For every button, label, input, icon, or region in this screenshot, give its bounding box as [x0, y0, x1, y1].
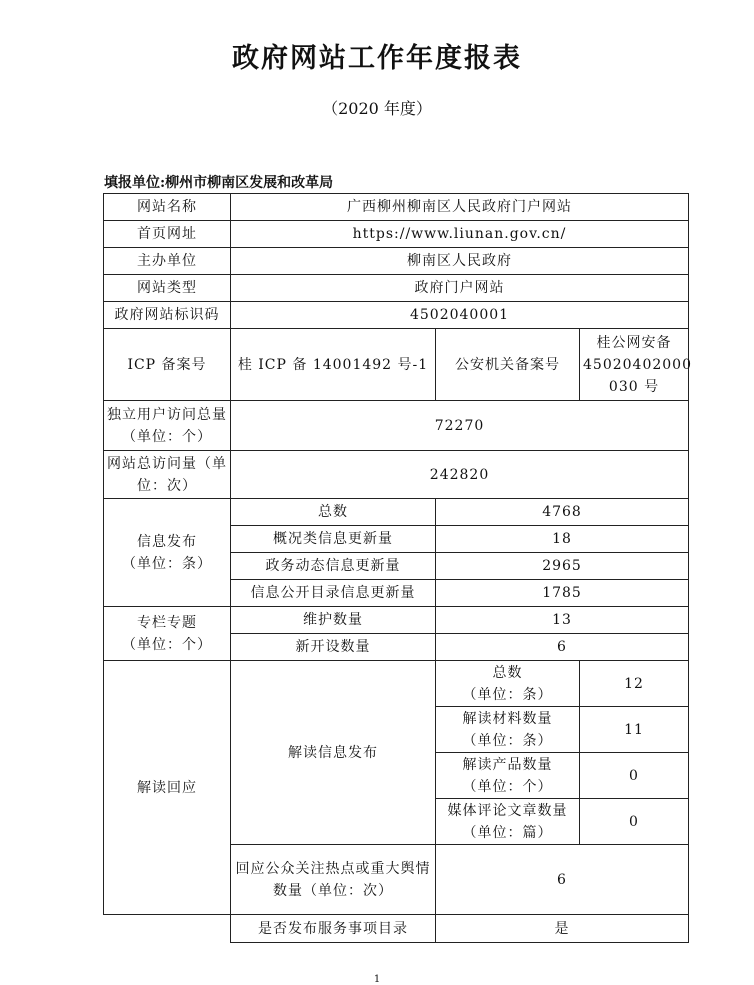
- catalog-update-value: 1785: [436, 580, 689, 607]
- columns-label: 专栏专题 （单位：个）: [104, 607, 231, 661]
- columns-maintained-value: 13: [436, 607, 689, 634]
- homepage-url[interactable]: https://www.liunan.gov.cn/: [231, 221, 689, 248]
- table-row: [104, 401, 689, 451]
- interp-material-label: 解读材料数量 （单位：条）: [436, 707, 580, 753]
- news-update-value: 2965: [436, 553, 689, 580]
- site-name-label: 网站名称: [104, 194, 231, 221]
- reporting-unit: 填报单位:柳州市柳南区发展和改革局: [104, 175, 334, 191]
- news-update-label: 政务动态信息更新量: [231, 553, 436, 580]
- columns-new-label: 新开设数量: [231, 634, 436, 661]
- hotspot-response-label: 回应公众关注热点或重大舆情数量（单位：次）: [231, 845, 436, 915]
- table-row: [104, 607, 689, 634]
- table-row: [104, 451, 689, 499]
- table-row: [104, 275, 689, 302]
- info-total-label: 总数: [231, 499, 436, 526]
- site-type-value: 政府门户网站: [231, 275, 689, 302]
- page-number: 1: [373, 974, 381, 985]
- icp-value: 桂 ICP 备 14001492 号-1: [231, 329, 436, 401]
- service-catalog-label: 是否发布服务事项目录: [231, 915, 436, 943]
- report-year: （2020 年度）: [322, 99, 432, 118]
- table-row: [104, 661, 689, 707]
- sponsor-value: 柳南区人民政府: [231, 248, 689, 275]
- interpretation-label: 解读回应: [104, 661, 231, 915]
- table-row: [104, 302, 689, 329]
- icp-label: ICP 备案号: [104, 329, 231, 401]
- site-name-value: 广西柳州柳南区人民政府门户网站: [231, 194, 689, 221]
- interp-material-value: 11: [580, 707, 689, 753]
- columns-maintained-label: 维护数量: [231, 607, 436, 634]
- police-record-value: 桂公网安备 45020402000 030 号: [580, 329, 689, 401]
- unique-visitors-value: 72270: [231, 401, 689, 451]
- hotspot-response-value: 6: [436, 845, 689, 915]
- interp-total-value: 12: [580, 661, 689, 707]
- overview-update-value: 18: [436, 526, 689, 553]
- interp-product-value: 0: [580, 753, 689, 799]
- table-row: [104, 329, 689, 401]
- table-row: [104, 221, 689, 248]
- interp-product-label: 解读产品数量 （单位：个）: [436, 753, 580, 799]
- catalog-update-label: 信息公开目录信息更新量: [231, 580, 436, 607]
- interp-media-label: 媒体评论文章数量 （单位：篇）: [436, 799, 580, 845]
- site-type-label: 网站类型: [104, 275, 231, 302]
- table-row: [104, 248, 689, 275]
- table-row: [104, 915, 689, 943]
- info-publish-label: 信息发布 （单位：条）: [104, 499, 231, 607]
- service-catalog-value: 是: [436, 915, 689, 943]
- unique-visitors-label: 独立用户访问总量（单位：个）: [104, 401, 231, 451]
- interp-media-value: 0: [580, 799, 689, 845]
- interpretation-publish-label: 解读信息发布: [231, 661, 436, 845]
- empty-cell: [104, 915, 231, 943]
- columns-new-value: 6: [436, 634, 689, 661]
- table-row: [104, 499, 689, 526]
- table-row: [104, 194, 689, 221]
- sponsor-label: 主办单位: [104, 248, 231, 275]
- site-id-label: 政府网站标识码: [104, 302, 231, 329]
- homepage-label: 首页网址: [104, 221, 231, 248]
- interp-total-label: 总数 （单位：条）: [436, 661, 580, 707]
- total-visits-label: 网站总访问量（单位：次）: [104, 451, 231, 499]
- total-visits-value: 242820: [231, 451, 689, 499]
- site-id-value: 4502040001: [231, 302, 689, 329]
- report-title: 政府网站工作年度报表: [232, 43, 522, 74]
- report-table: [103, 193, 692, 943]
- overview-update-label: 概况类信息更新量: [231, 526, 436, 553]
- info-total-value: 4768: [436, 499, 689, 526]
- police-record-label: 公安机关备案号: [436, 329, 580, 401]
